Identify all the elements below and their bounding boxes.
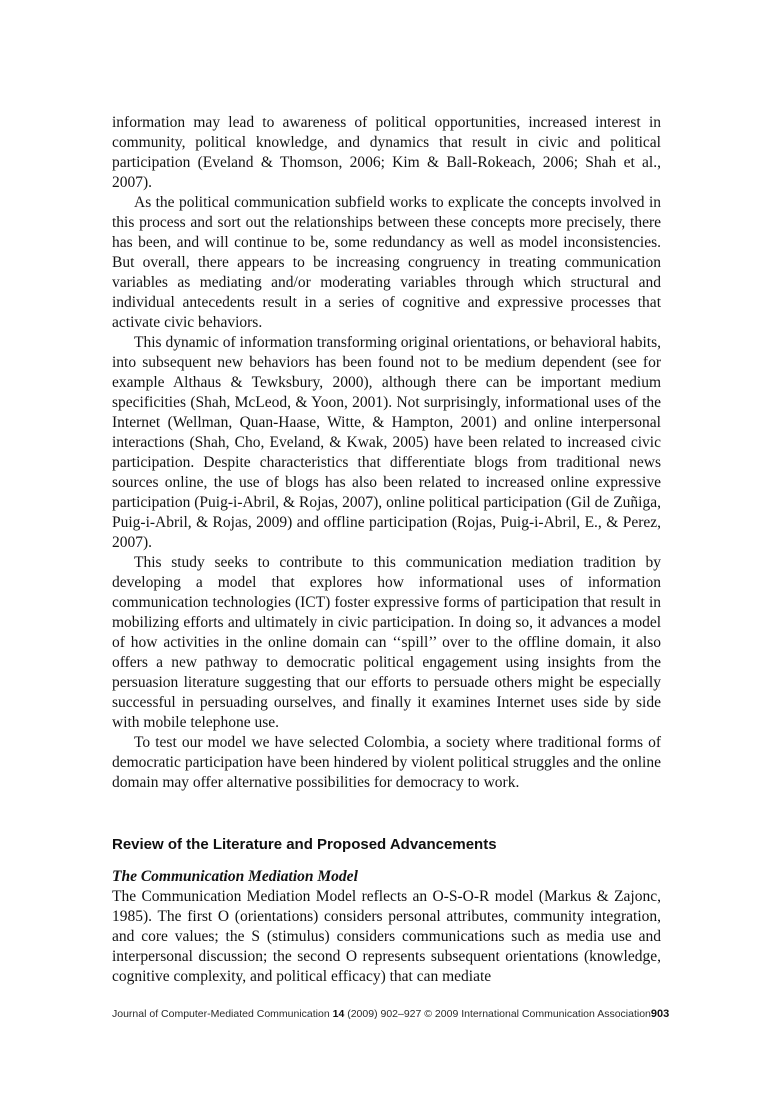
body-paragraph: The Communication Mediation Model reflects an O-S-O-R model (Markus & Zajonc, 1985). The first O (orientations) considers personal attributes, community integration, and core values; the S (stimulus) considers communications such as media use and interpersonal discussion; the second O represents subsequent orientations (knowledge, cognitive complexity, and political efficacy) that can mediate [112,888,661,985]
body-paragraph: As the political communication subfield works to explicate the concepts involved in this process and sort out the relationships between these concepts more precisely, there has been, and will continue to be, some redundancy as well as model inconsistencies. But overall, there appears to be increasing congruency in treating communication variables as mediating and/or moderating variables through which structural and individual antecedents result in a series of cognitive and expressive processes that activate civic behaviors. [112,194,661,331]
footer-journal-name: Journal of Computer-Mediated Communication [112,1008,330,1020]
body-text-lower [112,887,661,987]
page-number: 903 [650,1008,670,1020]
body-paragraph: information may lead to awareness of political opportunities, increased interest in community, political knowledge, and dynamics that result in civic and political participation (Eveland & Thomson, 2006; Kim & Ball-Rokeach, 2006; Shah et al., 2007). [112,114,661,191]
footer-citation [112,1008,651,1020]
body-paragraph: This study seeks to contribute to this communication mediation tradition by developing a model that explores how informational uses of information communication technologies (ICT) foster expressive forms of participation that result in mobilizing efforts and ultimately in civic participation. In doing so, it advances a model of how activities in the online domain can ‘‘spill’’ over to the offline domain, it also offers a new pathway to democratic political engagement using insights from the persuasion literature suggesting that our efforts to persuade others might be especially successful in persuading ourselves, and finally it examines Internet uses side by side with mobile telephone use. [112,554,661,731]
text-block [112,113,661,987]
footer-volume: 14 [332,1008,345,1020]
section-heading: Review of the Literature and Proposed Advancements [112,836,497,853]
footer-issue-info: (2009) 902–927 © 2009 International Communication Association [347,1008,651,1020]
body-paragraph: This dynamic of information transforming original orientations, or behavioral habits, into subsequent new behaviors has been found not to be medium dependent (see for example Althaus & Tewksbury, 2000), although there can be important medium specificities (Shah, McLeod, & Yoon, 2001). Not surprisingly, informational uses of the Internet (Wellman, Quan-Haase, Witte, & Hampton, 2001) and online interpersonal interactions (Shah, Cho, Eveland, & Kwak, 2005) have been related to increased civic participation. Despite characteristics that differentiate blogs from traditional news sources online, the use of blogs has also been related to increased online expressive participation (Puig-i-Abril, & Rojas, 2007), online political participation (Gil de Zuñiga, Puig-i-Abril, & Rojas, 2009) and offline participation (Rojas, Puig-i-Abril, E., & Perez, 2007). [112,334,661,551]
body-text-upper [112,113,661,793]
body-paragraph: To test our model we have selected Colombia, a society where traditional forms of democratic participation have been hindered by violent political struggles and the online domain may offer alternative possibilities for democracy to work. [112,734,661,791]
page-footer [112,1008,670,1020]
subsection-heading: The Communication Mediation Model [112,868,358,885]
